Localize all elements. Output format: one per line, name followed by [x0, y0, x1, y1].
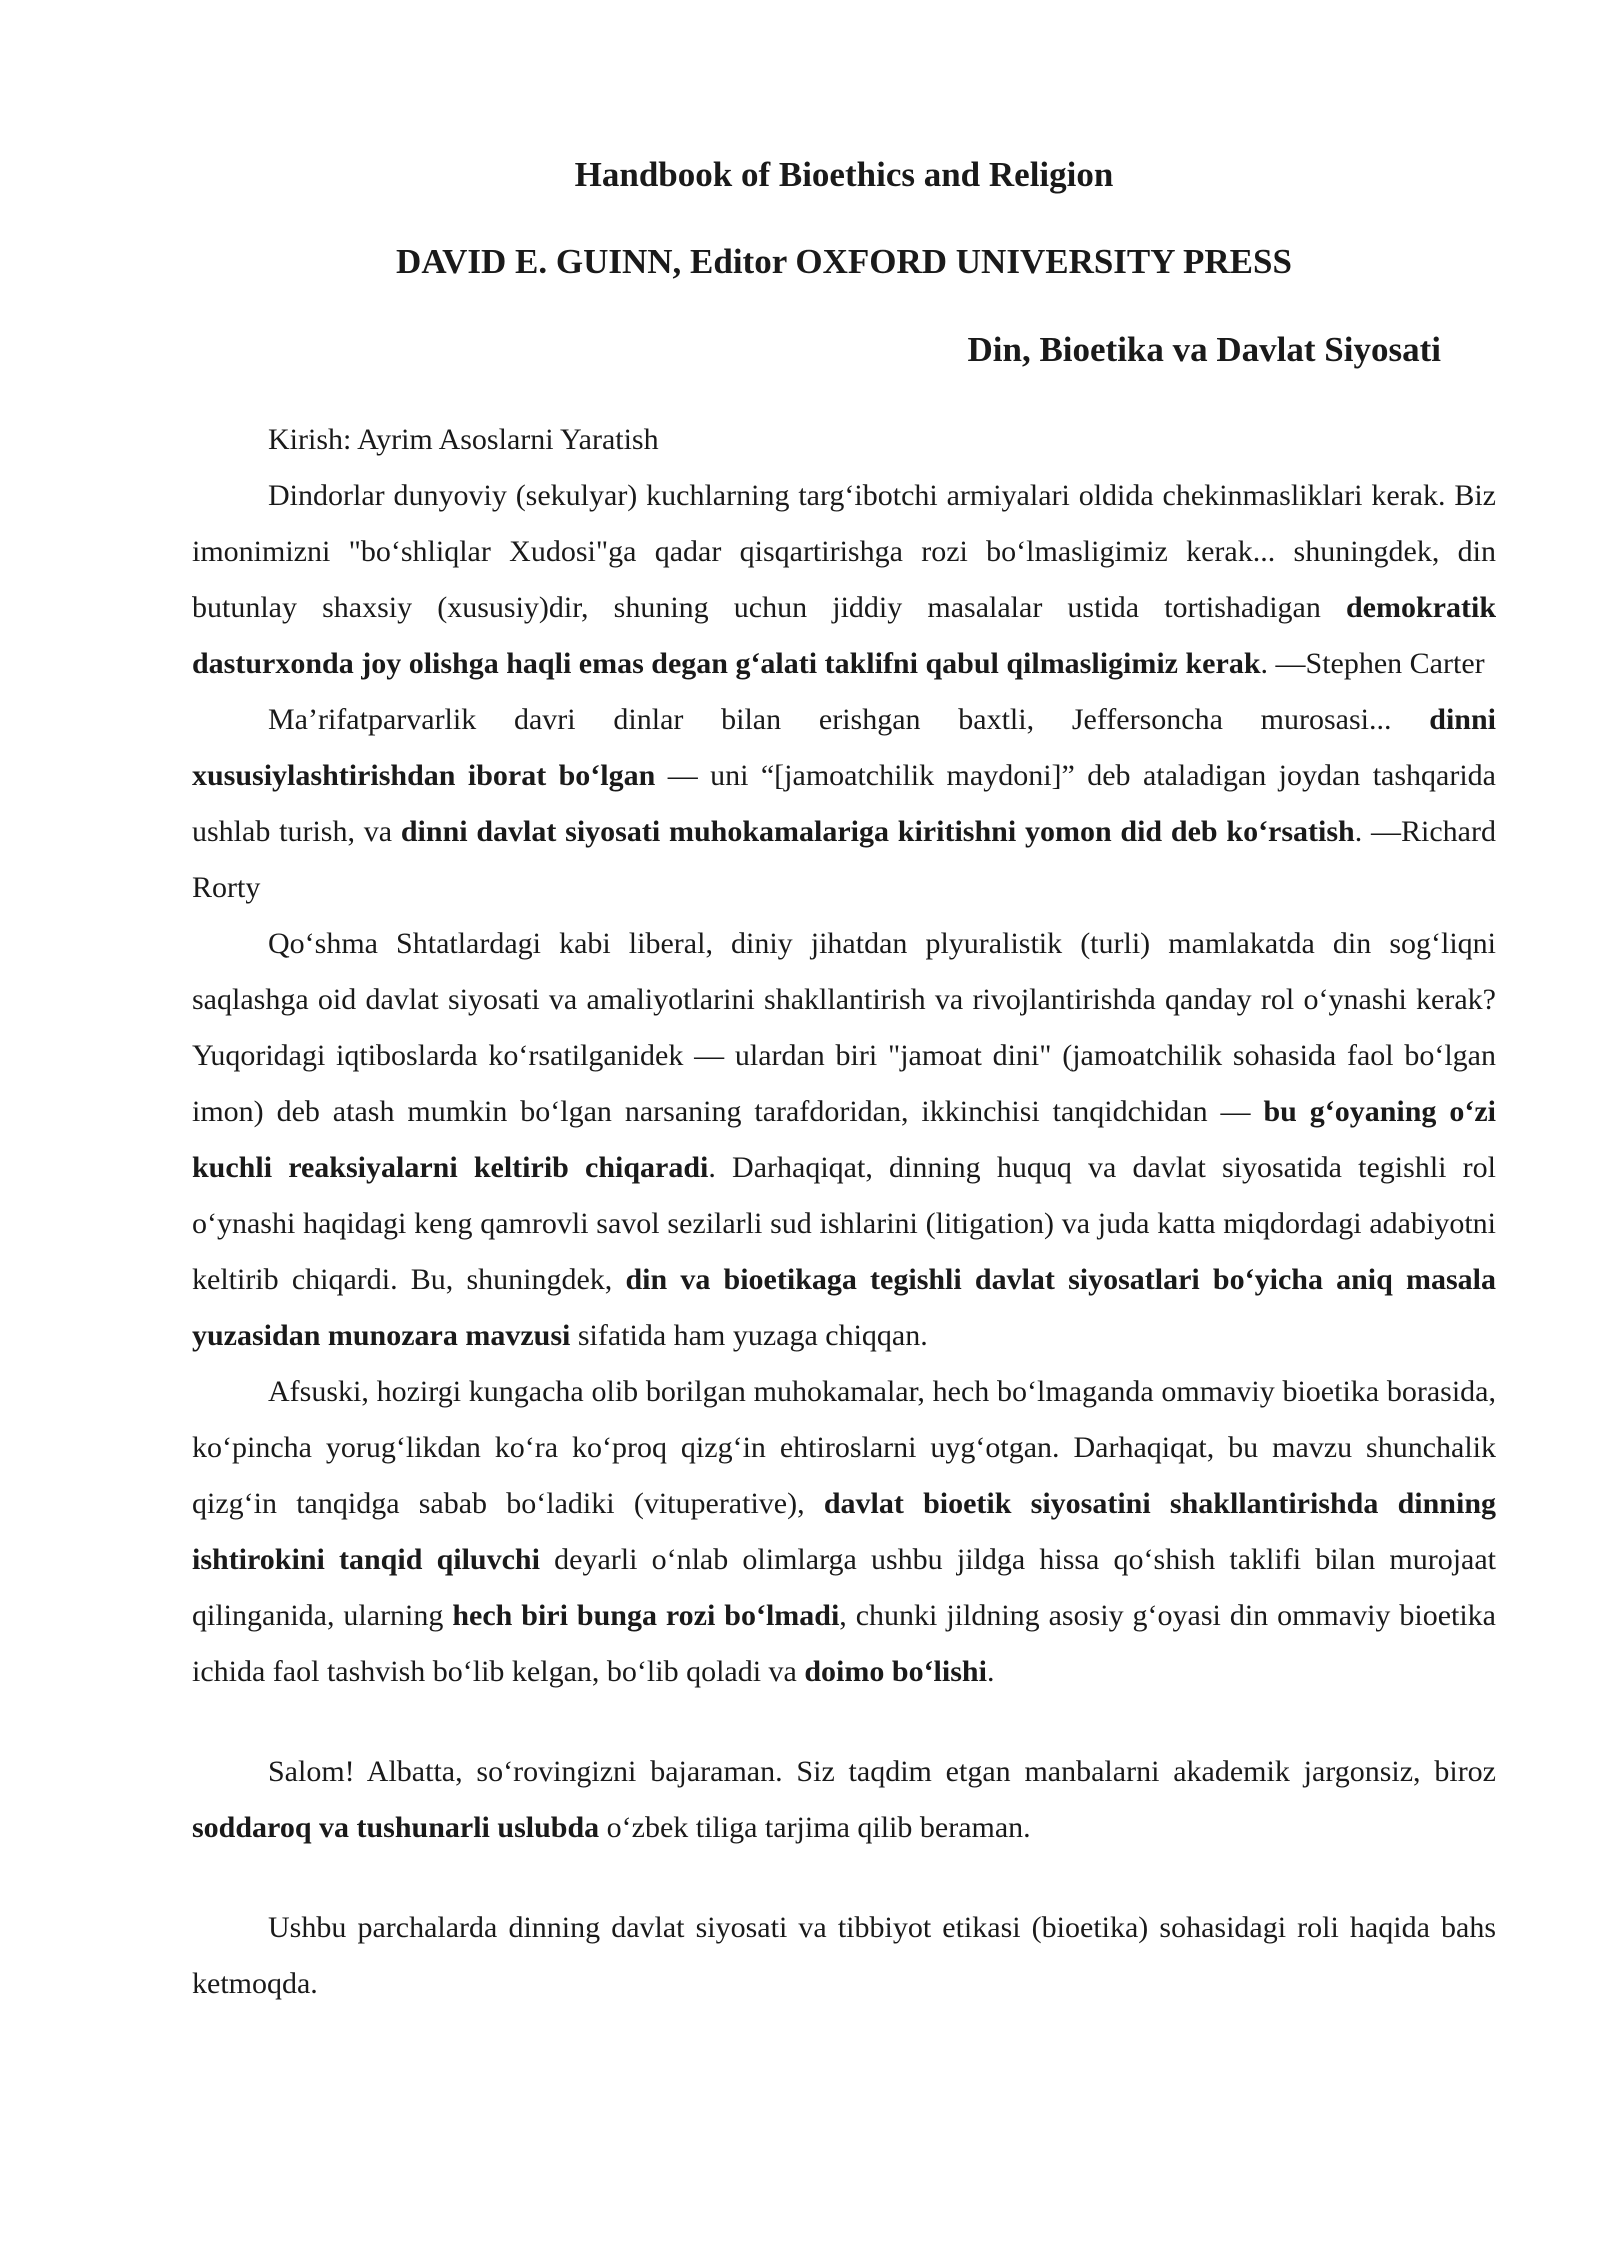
- bold-phrase: din va bioetikaga tegishli davlat siyosatlari bo‘yicha aniq masala yuzasidan munozara mavzusi: [192, 1263, 1496, 1352]
- paragraph-greeting: [192, 1744, 1496, 1856]
- bold-phrase: dinni davlat siyosati muhokamalariga kiritishni yomon did deb ko‘rsatish: [400, 815, 1355, 848]
- bold-phrase: dinni xususiylashtirishdan iborat bo‘lgan: [192, 703, 1496, 792]
- chapter-title: Din, Bioetika va Davlat Siyosati: [967, 330, 1441, 369]
- paragraph-discussions: [192, 1364, 1496, 1700]
- editor-line: DAVID E. GUINN, Editor OXFORD UNIVERSITY PRESS: [396, 242, 1292, 281]
- text-run: Afsuski, hozirgi kungacha olib borilgan muhokamalar, hech bo‘lmaganda ommaviy bioetika borasida, ko‘pincha yorug‘likdan ko‘ra ko‘proq qizg‘in ehtiroslarni uyg‘otgan. Darhaqiqat, bu mavzu shunchalik qizg‘in tanqidga sabab bo‘ladiki (vituperative),: [192, 1375, 1496, 1520]
- paragraph-public-religion: [192, 916, 1496, 1364]
- text-run: Dindorlar dunyoviy (sekulyar) kuchlarning targ‘ibotchi armiyalari oldida chekinmasliklari kerak. Biz imonimizni "bo‘shliqlar Xudosi"ga qadar qisqartirishga rozi bo‘lmasligimiz kerak... shuningdek, din butunlay shaxsiy (xususiy)dir, shuning uchun jiddiy masalalar ustida tortishadigan: [192, 479, 1496, 624]
- bold-phrase: davlat bioetik siyosatini shakllantirishda dinning ishtirokini tanqid qiluvchi: [192, 1487, 1496, 1576]
- paragraph-carter-quote: [192, 468, 1496, 692]
- text-run: Ushbu parchalarda dinning davlat siyosati va tibbiyot etikasi (bioetika) sohasidagi roli haqida bahs ketmoqda.: [192, 1911, 1496, 2000]
- document-title: Handbook of Bioethics and Religion: [574, 155, 1114, 194]
- bold-phrase: soddaroq va tushunarli uslubda: [192, 1811, 600, 1844]
- quote-attribution: . —Richard Rorty: [192, 815, 1496, 904]
- text-run: deyarli o‘nlab olimlarga ushbu jildga hissa qo‘shish taklifi bilan murojaat qilinganida, ularning: [192, 1543, 1497, 1632]
- bold-phrase: demokratik dasturxonda joy olishga haqli emas degan g‘alati taklifni qabul qilmasligimiz kerak: [192, 591, 1496, 680]
- text-run: — uni “[jamoatchilik maydoni]” deb ataladigan joydan tashqarida ushlab turish, va: [192, 759, 1496, 848]
- text-run: , chunki jildning asosiy g‘oyasi din ommaviy bioetika ichida faol tashvish bo‘lib kelgan, bo‘lib qoladi va: [192, 1599, 1496, 1688]
- text-run: sifatida ham yuzaga chiqqan.: [570, 1319, 928, 1352]
- text-run: Qo‘shma Shtatlardagi kabi liberal, diniy jihatdan plyuralistik (turli) mamlakatda din sog‘liqni saqlashga oid davlat siyosati va amaliyotlarini shakllantirish va rivojlantirishda qanday rol o‘ynashi kerak? Yuqoridagi iqtiboslarda ko‘rsatilganidek — ulardan biri "jamoat dini" (jamoatchilik sohasida faol bo‘lgan imon) deb atash mumkin bo‘lgan narsaning tarafdoridan, ikkinchisi tanqidchidan —: [192, 927, 1496, 1128]
- paragraph-summary: [192, 1900, 1496, 2012]
- bold-phrase: hech biri bunga rozi bo‘lmadi: [452, 1599, 840, 1632]
- quote-attribution: . —Stephen Carter: [1260, 647, 1485, 680]
- text-run: . Darhaqiqat, dinning huquq va davlat siyosatida tegishli rol o‘ynashi haqidagi keng qamrovli savol sezilarli sud ishlarini (litigation) va juda katta miqdordagi adabiyotni keltirib chiqardi. Bu, shuningdek,: [192, 1151, 1496, 1296]
- text-run: Ma’rifatparvarlik davri dinlar bilan erishgan baxtli, Jeffersoncha murosasi...: [268, 703, 1430, 736]
- section-heading: Kirish: Ayrim Asoslarni Yaratish: [268, 423, 659, 456]
- text-run: .: [986, 1655, 995, 1688]
- text-run: o‘zbek tiliga tarjima qilib beraman.: [599, 1811, 1031, 1844]
- paragraph-rorty-quote: [192, 692, 1496, 916]
- bold-phrase: doimo bo‘lishi: [804, 1655, 987, 1688]
- bold-phrase: bu g‘oyaning o‘zi kuchli reaksiyalarni keltirib chiqaradi: [192, 1095, 1496, 1184]
- document-body: [192, 412, 1496, 2012]
- text-run: Salom! Albatta, so‘rovingizni bajaraman. Siz taqdim etgan manbalarni akademik jargonsiz, biroz: [268, 1755, 1496, 1788]
